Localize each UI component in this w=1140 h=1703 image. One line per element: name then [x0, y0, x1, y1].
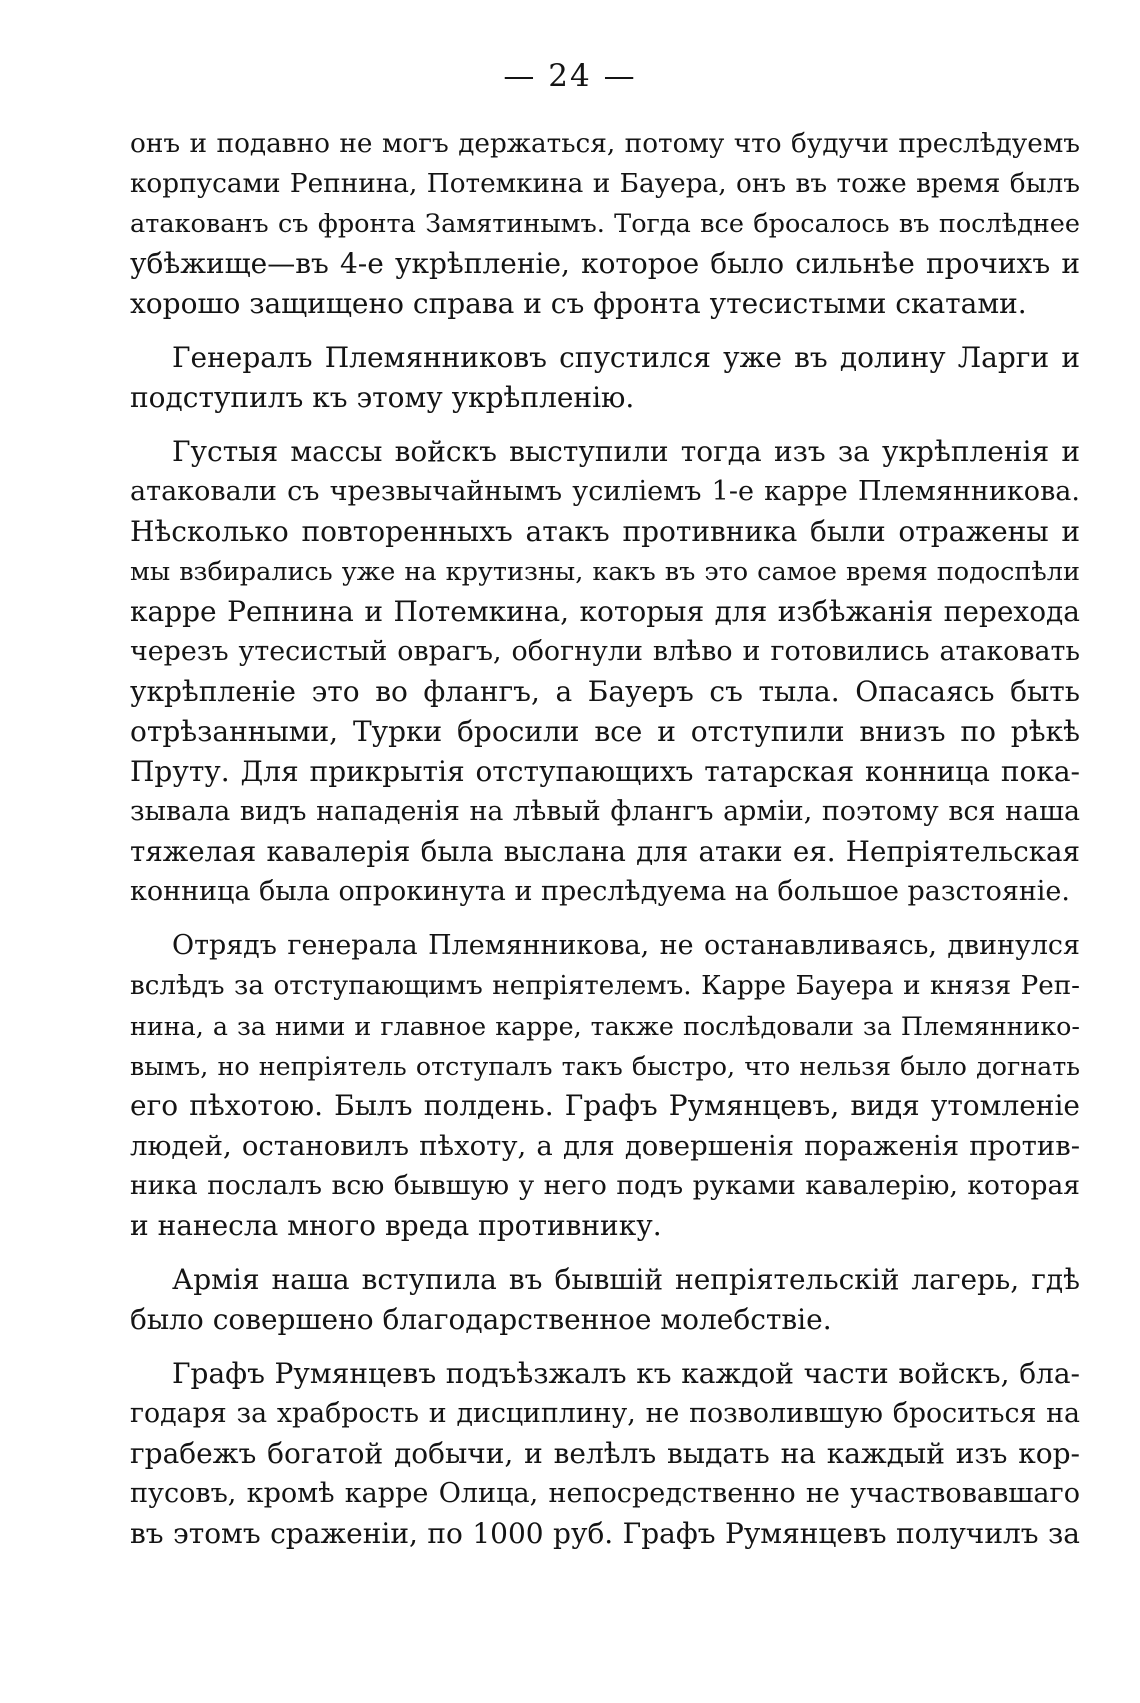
text-line: черезъ утесистый оврагъ, обогнули влѣво и готовились атаковать: [130, 636, 1080, 667]
text-line: Густыя массы войскъ выступили тогда изъ за укрѣпленія и: [172, 435, 1080, 468]
text-line: и нанесла много вреда противнику.: [130, 1209, 662, 1242]
paragraph: [130, 124, 1080, 324]
text-line: вслѣдъ за отступающимъ непріятелемъ. Карре Бауера и князя Реп-: [130, 971, 1080, 1001]
text-line: онъ и подавно не могъ держаться, потому что будучи преслѣдуемъ: [130, 129, 1080, 159]
text-line: ника послалъ всю бывшую у него подъ руками кавалерію, которая: [130, 1170, 1080, 1201]
text-line: подступилъ къ этому укрѣпленію.: [130, 381, 635, 414]
text-line: убѣжище—въ 4-е укрѣпленіе, которое было сильнѣе прочихъ и: [130, 247, 1080, 280]
text-line: грабежъ богатой добычи, и велѣлъ выдать на каждый изъ кор-: [130, 1437, 1080, 1470]
text-line: отрѣзанными, Турки бросили все и отступили внизъ по рѣкѣ: [130, 715, 1080, 748]
text-line: тяжелая кавалерія была выслана для атаки ея. Непріятельская: [130, 835, 1080, 868]
text-line: Графъ Румянцевъ подъѣзжалъ къ каждой части войскъ, бла-: [172, 1357, 1080, 1390]
text-line: въ этомъ сраженіи, по 1000 руб. Графъ Румянцевъ получилъ за: [130, 1517, 1080, 1550]
text-line: укрѣпленіе это во флангъ, а Бауеръ съ тыла. Опасаясь быть: [130, 675, 1080, 708]
text-line: хорошо защищено справа и съ фронта утесистыми скатами.: [130, 287, 1027, 320]
paragraph: [130, 926, 1080, 1246]
paragraph: [130, 432, 1080, 912]
text-line: зывала видъ нападенія на лѣвый флангъ арміи, поэтому вся наша: [130, 796, 1080, 827]
text-line: корпусами Репнина, Потемкина и Бауера, онъ въ тоже время былъ: [130, 169, 1080, 199]
text-line: его пѣхотою. Былъ полдень. Графъ Румянцевъ, видя утомленіе: [130, 1089, 1080, 1122]
text-line: мы взбирались уже на крутизны, какъ въ это самое время подоспѣли: [130, 557, 1080, 587]
text-line: пусовъ, кромѣ карре Олица, непосредственно не участвовавшаго: [130, 1478, 1080, 1509]
paragraph: [130, 338, 1080, 418]
page-number: — 24 —: [503, 58, 637, 94]
text-line: Генералъ Племянниковъ спустился уже въ долину Ларги и: [172, 341, 1080, 374]
paragraph: [130, 1354, 1080, 1554]
text-line: Пруту. Для прикрытія отступающихъ татарская конница пока-: [130, 755, 1080, 788]
text-line: атакованъ съ фронта Замятинымъ. Тогда все бросалось въ послѣднее: [130, 209, 1080, 239]
text-line: атаковали съ чрезвычайнымъ усиліемъ 1-е карре Племянникова.: [130, 476, 1080, 507]
text-line: конница была опрокинута и преслѣдуема на большое разстояніе.: [130, 876, 1070, 907]
text-line: нина, а за ними и главное карре, также послѣдовали за Племяннико-: [130, 1011, 1080, 1041]
text-line: годаря за храбрость и дисциплину, не позволившую броситься на: [130, 1398, 1080, 1429]
text-line: людей, остановилъ пѣхоту, а для довершенія пораженія против-: [130, 1130, 1080, 1162]
text-line: вымъ, но непріятель отступалъ такъ быстро, что нельзя было догнать: [130, 1051, 1080, 1081]
body-text: [130, 124, 1080, 1554]
text-line: карре Репнина и Потемкина, которыя для избѣжанія перехода: [130, 595, 1080, 628]
text-line: Нѣсколько повторенныхъ атакъ противника были отражены и: [130, 515, 1080, 548]
text-line: Армія наша вступила въ бывшій непріятельскій лагерь, гдѣ: [172, 1263, 1080, 1296]
text-line: Отрядъ генерала Племянникова, не останавливаясь, двинулся: [172, 930, 1080, 961]
text-line: было совершено благодарственное молебствіе.: [130, 1303, 832, 1336]
paragraph: [130, 1260, 1080, 1340]
